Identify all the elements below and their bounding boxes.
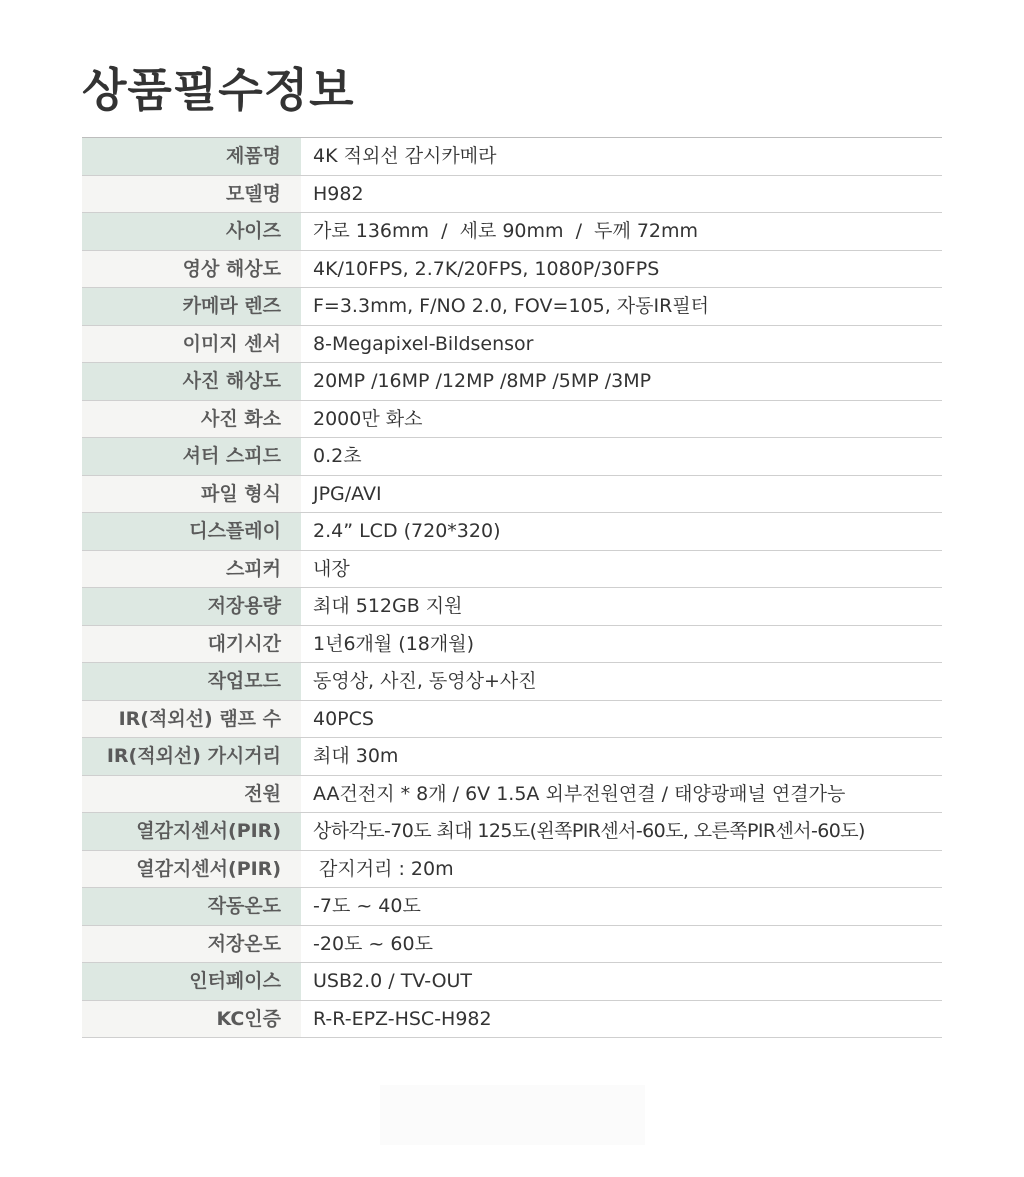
spec-value: 감지거리 : 20m [301, 851, 942, 888]
spec-value: 2.4” LCD (720*320) [301, 513, 942, 550]
spec-label: 이미지 센서 [82, 326, 301, 363]
spec-row-power [82, 776, 942, 814]
spec-label: 열감지센서(PIR) [82, 851, 301, 888]
spec-row-model-name [82, 176, 942, 214]
spec-label: KC인증 [82, 1001, 301, 1038]
spec-label: IR(적외선) 가시거리 [82, 738, 301, 775]
page-title: 상품필수정보 [82, 63, 355, 117]
spec-row-storage [82, 588, 942, 626]
spec-row-photo-resolution [82, 363, 942, 401]
spec-value: 20MP /16MP /12MP /8MP /5MP /3MP [301, 363, 942, 400]
spec-label: 작동온도 [82, 888, 301, 925]
blank-area [380, 1085, 645, 1145]
spec-label: 대기시간 [82, 626, 301, 663]
spec-row-shutter-speed [82, 438, 942, 476]
spec-value: -20도 ~ 60도 [301, 926, 942, 963]
spec-value: 2000만 화소 [301, 401, 942, 438]
spec-row-image-sensor [82, 326, 942, 364]
spec-value: 1년6개월 (18개월) [301, 626, 942, 663]
spec-value: JPG/AVI [301, 476, 942, 513]
spec-row-size [82, 213, 942, 251]
spec-label: 스피커 [82, 551, 301, 588]
spec-row-pir-distance [82, 851, 942, 889]
spec-value: F=3.3mm, F/NO 2.0, FOV=105, 자동IR필터 [301, 288, 942, 325]
spec-row-standby-time [82, 626, 942, 664]
spec-label: 사진 해상도 [82, 363, 301, 400]
spec-row-ir-lamp-count [82, 701, 942, 739]
spec-value: H982 [301, 176, 942, 213]
spec-label: 저장온도 [82, 926, 301, 963]
spec-label: 저장용량 [82, 588, 301, 625]
spec-row-ir-range [82, 738, 942, 776]
spec-value: 내장 [301, 551, 942, 588]
spec-label: 사이즈 [82, 213, 301, 250]
spec-value: 8-Megapixel-Bildsensor [301, 326, 942, 363]
spec-row-kc-certification [82, 1001, 942, 1039]
spec-label: 열감지센서(PIR) [82, 813, 301, 850]
spec-value: -7도 ~ 40도 [301, 888, 942, 925]
spec-label: 파일 형식 [82, 476, 301, 513]
spec-value: 동영상, 사진, 동영상+사진 [301, 663, 942, 700]
spec-row-work-mode [82, 663, 942, 701]
spec-label: 작업모드 [82, 663, 301, 700]
spec-row-file-format [82, 476, 942, 514]
spec-label: 영상 해상도 [82, 251, 301, 288]
spec-row-video-resolution [82, 251, 942, 289]
spec-label: IR(적외선) 램프 수 [82, 701, 301, 738]
spec-value: 상하각도-70도 최대 125도(왼쪽PIR센서-60도, 오른쪽PIR센서-60도) [301, 813, 942, 850]
spec-value: 가로 136mm / 세로 90mm / 두께 72mm [301, 213, 942, 250]
spec-row-photo-pixels [82, 401, 942, 439]
spec-label: 디스플레이 [82, 513, 301, 550]
spec-value: AA건전지 * 8개 / 6V 1.5A 외부전원연결 / 태양광패널 연결가능 [301, 776, 942, 813]
spec-label: 제품명 [82, 138, 301, 175]
spec-value: 최대 30m [301, 738, 942, 775]
spec-table [82, 137, 942, 1038]
spec-row-interface [82, 963, 942, 1001]
spec-row-operating-temp [82, 888, 942, 926]
spec-value: 0.2초 [301, 438, 942, 475]
spec-row-speaker [82, 551, 942, 589]
spec-value: 4K/10FPS, 2.7K/20FPS, 1080P/30FPS [301, 251, 942, 288]
spec-label: 셔터 스피드 [82, 438, 301, 475]
spec-row-pir-angle [82, 813, 942, 851]
spec-row-storage-temp [82, 926, 942, 964]
spec-value: USB2.0 / TV-OUT [301, 963, 942, 1000]
spec-label: 카메라 렌즈 [82, 288, 301, 325]
spec-label: 전원 [82, 776, 301, 813]
spec-label: 사진 화소 [82, 401, 301, 438]
spec-row-camera-lens [82, 288, 942, 326]
spec-value: R-R-EPZ-HSC-H982 [301, 1001, 942, 1038]
spec-value: 최대 512GB 지원 [301, 588, 942, 625]
spec-label: 인터페이스 [82, 963, 301, 1000]
spec-row-display [82, 513, 942, 551]
spec-value: 40PCS [301, 701, 942, 738]
spec-row-product-name [82, 138, 942, 176]
spec-label: 모델명 [82, 176, 301, 213]
spec-value: 4K 적외선 감시카메라 [301, 138, 942, 175]
